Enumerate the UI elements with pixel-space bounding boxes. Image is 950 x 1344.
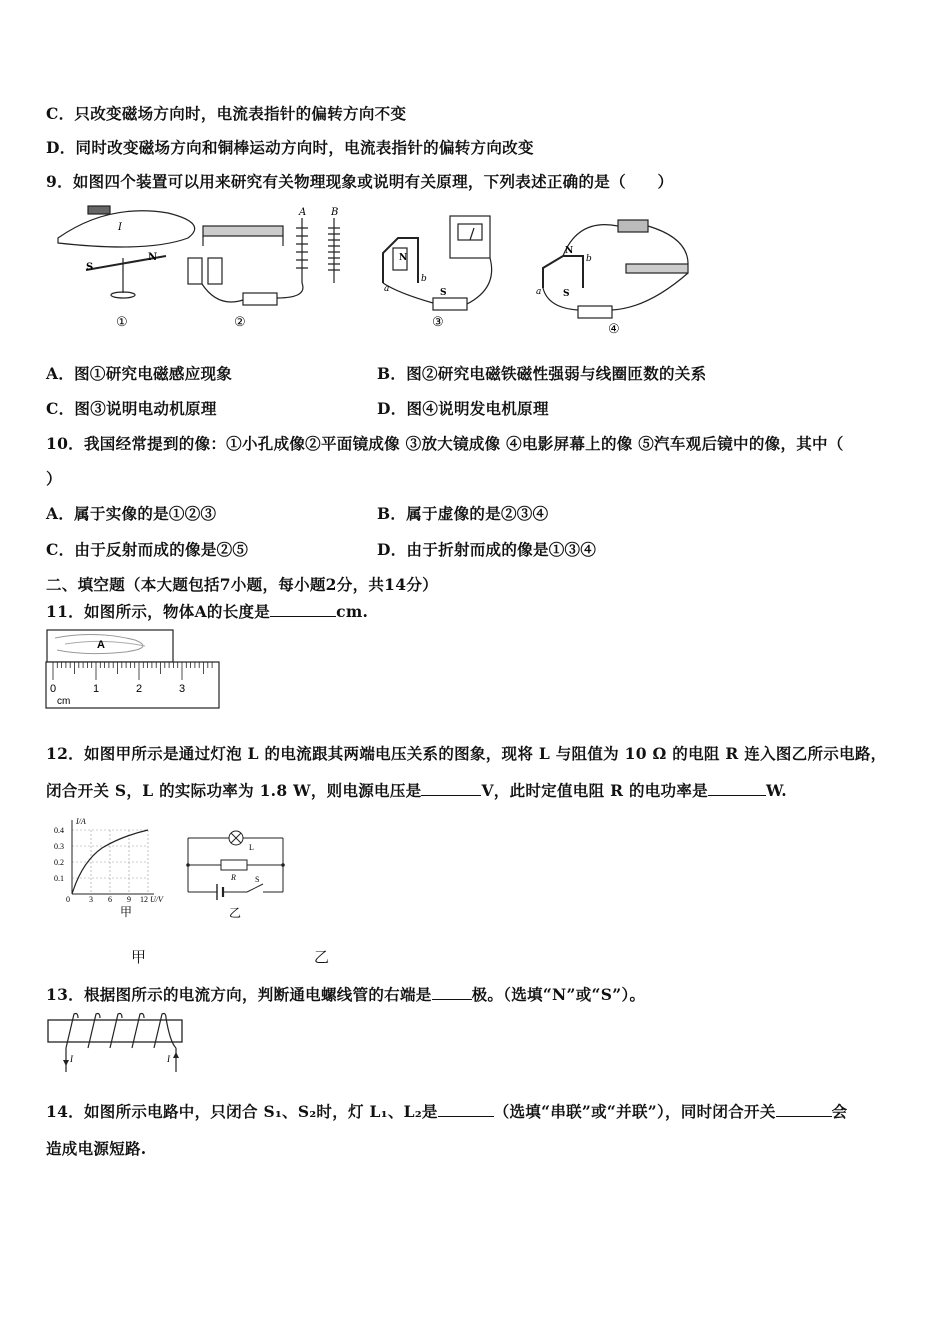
q14-stem-line1 [46, 1100, 847, 1122]
q13-arrow-left [63, 1060, 69, 1066]
q12-circuit-caption: 乙 [229, 906, 242, 920]
q9-fig1-label: ① [116, 315, 128, 330]
q12-line2-pre: 闭合开关 S，L 的实际功率为 1.8 W，则电源电压是 [46, 781, 422, 800]
q13-answer-blank[interactable] [432, 985, 472, 1000]
q9-fig3-a: a [384, 284, 390, 294]
q12-circuit-yi [183, 822, 293, 922]
q12-x-tick-3: 3 [89, 895, 93, 904]
q11-tick-0: 0 [50, 683, 57, 695]
q12-switch-s [247, 884, 263, 892]
q9-figures [48, 198, 698, 338]
q12-x-label: U/V [150, 895, 163, 904]
q10-option-b: B．属于虚像的是②③④ [377, 504, 549, 523]
q9-fig4-b: b [586, 254, 592, 264]
q9-fig1-s: S [86, 262, 94, 273]
q9-option-a: A．图①研究电磁感应现象 [46, 364, 233, 383]
q12-y-label: I/A [76, 817, 86, 826]
q12-caption-jia: 甲 [131, 950, 147, 966]
q13-stem-pre: 13．根据图所示的电流方向，判断通电螺线管的右端是 [46, 985, 432, 1004]
q9-fig4-s: S [563, 289, 570, 299]
q9-option-c: C．图③说明电动机原理 [46, 399, 217, 418]
q14-line1-post: 会 [831, 1102, 848, 1121]
q12-lamp-label: L [249, 843, 254, 852]
q9-fig3-s: S [440, 288, 447, 298]
q9-figure-1 [58, 206, 195, 298]
q9-fig2-b: B [331, 207, 339, 218]
q13-arrow-right [173, 1052, 179, 1058]
q12-graph-grid [72, 830, 148, 894]
q12-line2-mid: V，此时定值电阻 R 的电功率是 [481, 781, 708, 800]
q9-fig1-n: N [148, 252, 158, 263]
q12-power-blank[interactable] [708, 781, 766, 796]
q10-option-c: C．由于反射而成的像是②⑤ [46, 540, 249, 559]
q12-stem-line2 [46, 779, 787, 801]
q12-x-tick-6: 6 [108, 895, 112, 904]
q14-line1-mid: （选填“串联”或“并联”），同时闭合开关 [493, 1102, 776, 1121]
q8-option-d: D．同时改变磁场方向和铜棒运动方向时，电流表指针的偏转方向改变 [46, 138, 534, 157]
q11-answer-blank[interactable] [270, 602, 336, 617]
q12-resistor-label: R [231, 873, 236, 882]
q9-option-b: B．图②研究电磁铁磁性强弱与线圈匝数的关系 [377, 364, 707, 383]
q10-stem-line1: 10．我国经常提到的像：①小孔成像②平面镜成像 ③放大镜成像 ④电影屏幕上的像 ⑤汽车观后镜中的像，其中（ [46, 434, 844, 453]
q13-current-left: I [70, 1054, 73, 1064]
q12-x-tick-12: 12 [140, 895, 148, 904]
q12-y-tick-02: 0.2 [54, 858, 64, 867]
q12-switch-label: S [255, 875, 260, 884]
q9-figure-2 [188, 218, 340, 305]
q9-fig3-n: N [399, 253, 408, 263]
q12-y-tick-01: 0.1 [54, 874, 64, 883]
q13-stem [46, 983, 645, 1005]
q12-graph-caption: 甲 [120, 905, 133, 919]
q13-current-right: I [167, 1054, 170, 1064]
q9-stem: 9．如图四个装置可以用来研究有关物理现象或说明有关原理，下列表述正确的是（ ） [46, 172, 674, 191]
q9-fig2-a: A [299, 207, 307, 218]
q9-figure-4 [543, 220, 688, 318]
q10-option-a: A．属于实像的是①②③ [46, 504, 217, 523]
q9-fig4-label: ④ [608, 322, 620, 337]
q8-option-c: C．只改变磁场方向时，电流表指针的偏转方向不变 [46, 104, 407, 123]
q14-connection-blank[interactable] [438, 1102, 494, 1117]
q11-unit: cm [57, 696, 71, 707]
q10-option-d: D．由于折射而成的像是①③④ [377, 540, 597, 559]
q14-stem-line2: 造成电源短路. [46, 1139, 147, 1158]
q11-object-label: A [97, 639, 105, 651]
q11-stem [46, 600, 368, 622]
q9-fig2-label: ② [234, 315, 246, 330]
q11-ruler-body [46, 662, 219, 708]
q11-tick-3: 3 [179, 683, 186, 695]
q11-tick-2: 2 [136, 683, 143, 695]
q12-y-tick-04: 0.4 [54, 826, 64, 835]
q11-ruler-figure [45, 628, 230, 710]
q11-stem-post: cm. [336, 602, 369, 621]
q12-resistor-r [221, 860, 247, 870]
q12-voltage-blank[interactable] [421, 781, 481, 796]
q11-stem-pre: 11．如图所示，物体A的长度是 [46, 602, 271, 621]
q11-object-a-block [47, 630, 173, 662]
q12-caption-yi: 乙 [314, 950, 330, 966]
q12-stem-line1: 12．如图甲所示是通过灯泡 L 的电流跟其两端电压关系的图象，现将 L 与阻值为 10 Ω 的电阻 R 连入图乙所示电路， [46, 744, 887, 763]
q12-x-tick-9: 9 [127, 895, 131, 904]
q11-tick-1: 1 [93, 683, 100, 695]
q13-solenoid-figure [46, 1012, 191, 1074]
q12-line2-post: W. [765, 781, 787, 800]
q14-switch-blank[interactable] [776, 1102, 832, 1117]
q14-line1-pre: 14．如图所示电路中，只闭合 S₁、S₂时，灯 L₁、L₂是 [46, 1102, 438, 1121]
q9-fig4-a: a [536, 287, 542, 297]
q9-figure-3 [383, 216, 492, 310]
q12-x-tick-0: 0 [66, 895, 70, 904]
q12-graph-jia [52, 812, 172, 922]
section-2-heading: 二、填空题（本大题包括7小题，每小题2分，共14分） [46, 575, 438, 594]
q12-y-tick-03: 0.3 [54, 842, 64, 851]
q9-fig1-i: I [118, 222, 122, 233]
q9-fig3-b: b [421, 274, 427, 284]
q9-option-d: D．图④说明发电机原理 [377, 399, 549, 418]
q9-fig3-label: ③ [432, 315, 444, 330]
q10-stem-line2: ） [46, 469, 62, 488]
q9-fig4-n: N [565, 246, 574, 256]
q13-stem-post: 极。（选填“N”或“S”）。 [471, 985, 646, 1004]
